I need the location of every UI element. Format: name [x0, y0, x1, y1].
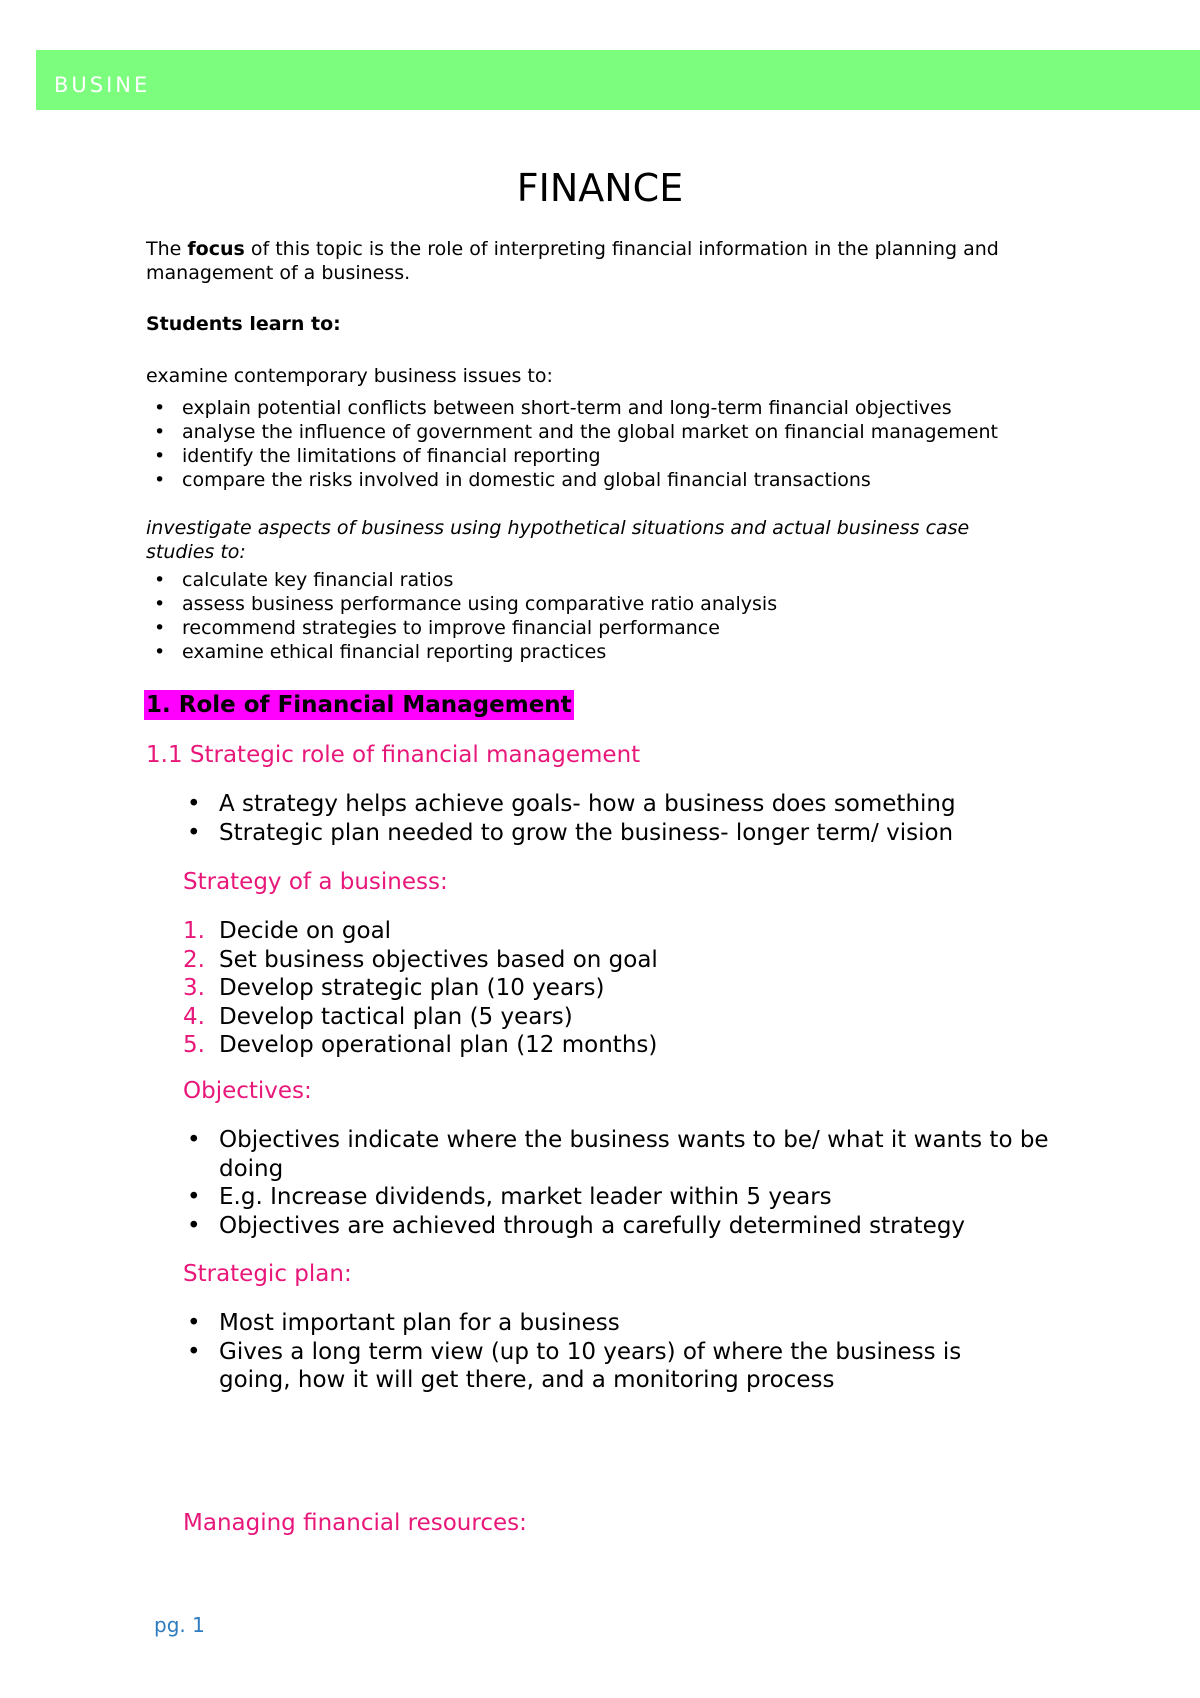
intro-line-1 — [146, 237, 999, 261]
students-learn-heading: Students learn to: — [146, 313, 341, 335]
section-b-lead-line-2: studies to: — [146, 541, 246, 563]
list-item: • Objectives are achieved through a carefully determined strategy — [183, 1212, 1063, 1241]
list-item: • A strategy helps achieve goals- how a business does something — [183, 790, 1083, 819]
list-item: • recommend strategies to improve financial performance — [146, 616, 777, 640]
header-banner — [36, 50, 1200, 110]
step-text: Set business objectives based on goal — [219, 946, 658, 973]
banner-text: BUSINE — [54, 73, 151, 97]
heading-role-of-financial-management — [144, 692, 574, 718]
list-item: • analyse the influence of government and the global market on financial management — [146, 420, 998, 444]
heading-1-1: 1.1 Strategic role of financial management — [146, 742, 641, 768]
intro-paragraph — [146, 237, 999, 285]
section-a-lead: examine contemporary business issues to: — [146, 365, 553, 387]
step-text: Develop tactical plan (5 years) — [219, 1003, 573, 1030]
section-b-lead — [146, 516, 969, 564]
step-number: 1. — [183, 918, 205, 944]
strategic-plan-heading: Strategic plan: — [183, 1261, 352, 1287]
objectives-list — [183, 1126, 1063, 1240]
step-text: Decide on goal — [219, 918, 392, 944]
step-number: 5. — [183, 1032, 205, 1058]
managing-financial-resources-heading: Managing financial resources: — [183, 1510, 527, 1536]
section-a-list — [146, 396, 998, 492]
list-item: • calculate key financial ratios — [146, 568, 777, 592]
focus-word: focus — [187, 238, 245, 260]
intro-line-2: management of a business. — [146, 262, 411, 284]
list-item: • explain potential conflicts between short-term and long-term financial objectives — [146, 396, 998, 420]
list-item — [183, 1003, 658, 1032]
list-item: • identify the limitations of financial reporting — [146, 444, 998, 468]
step-text: Develop operational plan (12 months) — [219, 1032, 658, 1058]
step-number: 3. — [183, 975, 205, 1001]
list-item: • Gives a long term view (up to 10 years) of where the business is going, how it will get there, and a monitoring process — [183, 1338, 1023, 1395]
list-item: • compare the risks involved in domestic and global financial transactions — [146, 468, 998, 492]
strategy-heading: Strategy of a business: — [183, 869, 448, 895]
section-b-list — [146, 568, 777, 664]
step-number: 4. — [183, 1003, 205, 1030]
list-item: • examine ethical financial reporting practices — [146, 640, 777, 664]
heading-1-highlight: 1. Role of Financial Management — [146, 692, 572, 718]
strategy-steps-list — [183, 917, 658, 1060]
intro-prefix: The — [146, 238, 188, 260]
intro-line1-rest: of this topic is the role of interpreting financial information in the planning and — [244, 238, 999, 260]
page-title: FINANCE — [516, 166, 684, 210]
list-item: • Strategic plan needed to grow the business- longer term/ vision — [183, 819, 1083, 848]
list-item: • Objectives indicate where the business wants to be/ what it wants to be doing — [183, 1126, 1063, 1183]
list-item: • Most important plan for a business — [183, 1309, 1023, 1338]
page-number: pg. 1 — [154, 1613, 205, 1637]
list-item — [183, 1031, 658, 1060]
list-item — [183, 974, 658, 1003]
list-item — [183, 917, 658, 946]
section-b-lead-line-1: investigate aspects of business using hypothetical situations and actual business case — [146, 517, 970, 539]
step-number: 2. — [183, 946, 205, 973]
objectives-heading: Objectives: — [183, 1078, 312, 1104]
list-item — [183, 946, 658, 975]
step-text: Develop strategic plan (10 years) — [219, 975, 605, 1001]
strategic-points-list — [183, 790, 1083, 847]
list-item: • E.g. Increase dividends, market leader within 5 years — [183, 1183, 1063, 1212]
list-item: • assess business performance using comparative ratio analysis — [146, 592, 777, 616]
strategic-plan-list — [183, 1309, 1023, 1395]
